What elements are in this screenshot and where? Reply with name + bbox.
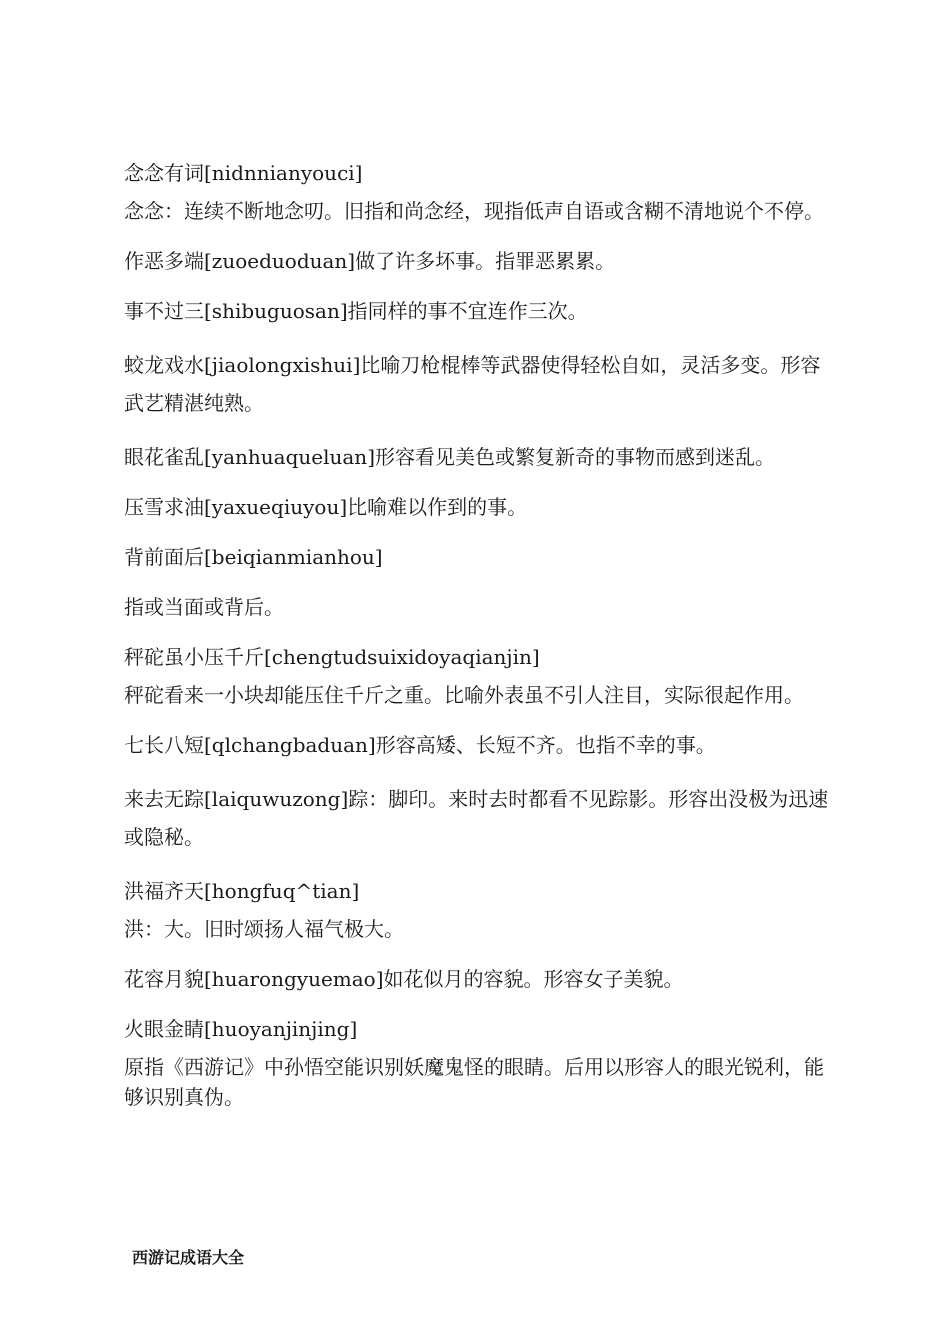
idiom-entry: 七长八短[qlchangbaduan]形容高矮、长短不齐。也指不幸的事。: [124, 733, 716, 757]
idiom-entry: 作恶多端[zuoeduoduan]做了许多坏事。指罪恶累累。: [124, 249, 616, 273]
idiom-heading: 洪福齐天[hongfuq^tian]: [124, 879, 360, 903]
idiom-entry: 眼花雀乱[yanhuaqueluan]形容看见美色或繁复新奇的事物而感到迷乱。: [124, 445, 775, 469]
idiom-heading: 秤砣虽小压千斤[chengtudsuixidoyaqianjin]: [124, 645, 540, 669]
idiom-entry: 花容月貌[huarongyuemao]如花似月的容貌。形容女子美貌。: [124, 967, 684, 991]
idiom-entry: 事不过三[shibuguosan]指同样的事不宜连作三次。: [124, 299, 588, 323]
idiom-heading: 念念有词[nidnnianyouci]: [124, 161, 363, 185]
idiom-heading: 背前面后[beiqianmianhou]: [124, 545, 383, 569]
idiom-list: [124, 158, 834, 1112]
idiom-definition: 洪：大。旧时颂扬人福气极大。: [124, 917, 404, 941]
idiom-definition: 念念：连续不断地念叨。旧指和尚念经，现指低声自语或含糊不清地说个不停。: [124, 199, 824, 223]
footer-title: 西游记成语大全: [132, 1248, 245, 1267]
idiom-entry: 压雪求油[yaxueqiuyou]比喻难以作到的事。: [124, 495, 528, 519]
idiom-heading: 火眼金睛[huoyanjinjing]: [124, 1017, 358, 1041]
idiom-entry: 蛟龙戏水[jiaolongxishui]比喻刀枪棍棒等武器使得轻松自如，灵活多变。形容武艺精湛纯熟。: [124, 353, 821, 415]
idiom-definition: 原指《西游记》中孙悟空能识别妖魔鬼怪的眼睛。后用以形容人的眼光锐利，能够识别真伪。: [124, 1055, 824, 1109]
idiom-definition: 指或当面或背后。: [124, 595, 284, 619]
idiom-definition: 秤砣看来一小块却能压住千斤之重。比喻外表虽不引人注目，实际很起作用。: [124, 683, 804, 707]
idiom-entry: 来去无踪[laiquwuzong]踪：脚印。来时去时都看不见踪影。形容出没极为迅速或隐秘。: [124, 787, 829, 849]
